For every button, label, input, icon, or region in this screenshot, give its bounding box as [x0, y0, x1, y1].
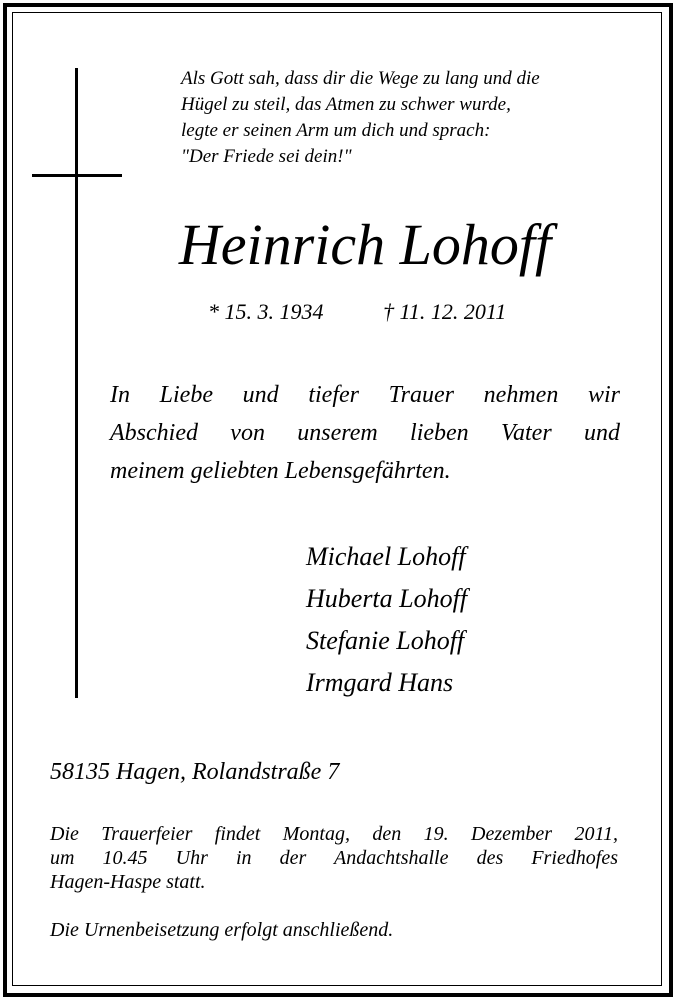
memorial-verse	[181, 66, 651, 170]
verse-line: Hügel zu steil, das Atmen zu schwer wurde,	[181, 94, 511, 115]
service-line: Hagen-Haspe statt.	[50, 871, 206, 893]
urn-burial-notice: Die Urnenbeisetzung erfolgt anschließend.	[50, 919, 394, 941]
verse-line: "Der Friede sei dein!"	[181, 146, 352, 167]
verse-line: legte er seinen Arm um dich und sprach:	[181, 120, 491, 141]
mourners-list	[306, 536, 467, 704]
family-address: 58135 Hagen, Rolandstraße 7	[50, 759, 340, 785]
deceased-name: Heinrich Lohoff	[178, 212, 552, 277]
birth-date: * 15. 3. 1934	[208, 299, 324, 324]
death-date: † 11. 12. 2011	[383, 299, 507, 324]
message-line: meinem geliebten Lebensgefährten.	[110, 458, 451, 484]
service-line: um 10.45 Uhr in der Andachtshalle des Friedhofes	[50, 847, 618, 869]
mourner-name: Michael Lohoff	[306, 542, 466, 571]
mourner-name: Huberta Lohoff	[306, 584, 468, 613]
message-line: Abschied von unserem lieben Vater und	[110, 420, 620, 446]
funeral-service-notice	[50, 822, 618, 894]
cross-horizontal-bar	[32, 174, 122, 177]
mourner-name: Irmgard Hans	[306, 668, 454, 697]
mourner-name: Stefanie Lohoff	[306, 626, 465, 655]
verse-line: Als Gott sah, dass dir die Wege zu lang und die	[181, 68, 540, 89]
service-line: Die Trauerfeier findet Montag, den 19. Dezember 2011,	[50, 823, 618, 845]
cross-vertical-bar	[75, 68, 78, 698]
farewell-message	[110, 376, 620, 490]
message-line: In Liebe und tiefer Trauer nehmen wir	[110, 382, 620, 408]
